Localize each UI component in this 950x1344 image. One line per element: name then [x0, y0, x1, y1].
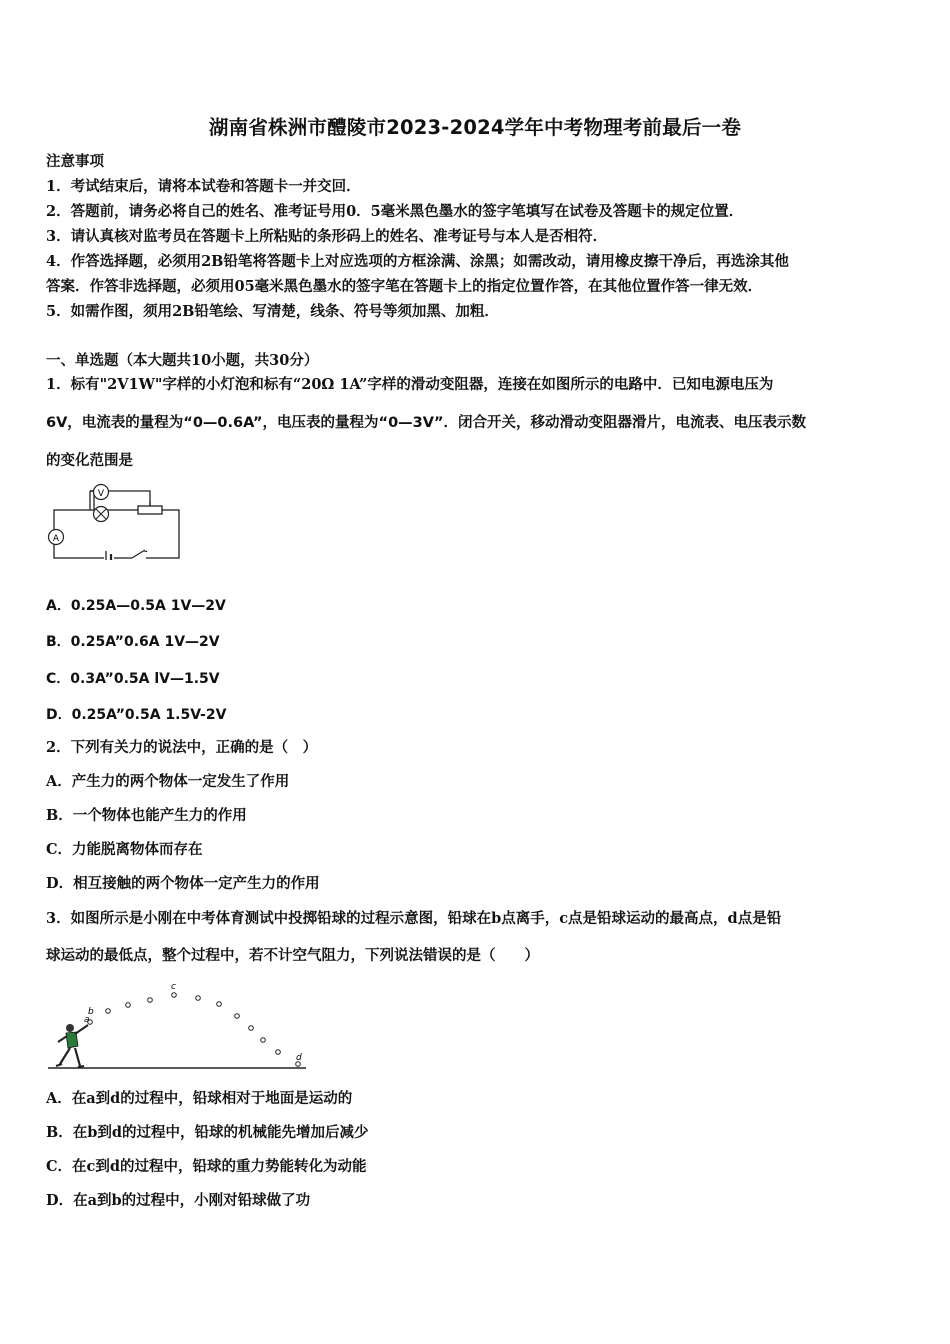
notice-item: 4．作答选择题，必须用2B铅笔将答题卡上对应选项的方框涂满、涂黑；如需改动，请用橡皮擦干净后，再选涂其他 [46, 253, 789, 270]
athlete-figure [56, 1024, 88, 1067]
question-3-option: C．在c到d的过程中，铅球的重力势能转化为动能 [46, 1158, 367, 1175]
question-1-option: D．0.25A”0.5A 1.5V-2V [46, 707, 227, 723]
question-1-stem: 1．标有"2V1W"字样的小灯泡和标有“20Ω 1A”字样的滑动变阻器，连接在如图所示的电路中．已知电源电压为 [46, 376, 774, 393]
question-2-option: B．一个物体也能产生力的作用 [46, 807, 247, 824]
label-b: b [88, 1007, 94, 1017]
circuit-diagram [44, 480, 184, 560]
question-2-option: A．产生力的两个物体一定发生了作用 [46, 773, 290, 790]
question-3-stem: 3．如图所示是小刚在中考体育测试中投掷铅球的过程示意图，铅球在b点离手，c点是铅球运动的最高点，d点是铅 [46, 910, 782, 927]
notice-item: 5．如需作图，须用2B铅笔绘、写清楚，线条、符号等须加黑、加粗． [46, 303, 499, 320]
label-a: a [84, 1015, 90, 1025]
ammeter-label: A [52, 534, 60, 544]
question-1-stem: 的变化范围是 [46, 452, 133, 469]
question-1-option: C．0.3A”0.5A lV—1.5V [46, 671, 220, 687]
voltmeter-label: V [97, 489, 105, 499]
notice-item: 3．请认真核对监考员在答题卡上所粘贴的条形码上的姓名、准考证号与本人是否相符． [46, 228, 608, 245]
notice-item: 答案．作答非选择题，必须用05毫米黑色墨水的签字笔在答题卡上的指定位置作答，在其他位置作答一律无效． [46, 278, 763, 295]
question-2-stem: 2．下列有关力的说法中，正确的是（ ） [46, 739, 318, 756]
rheostat-icon [138, 506, 162, 514]
question-3-option: D．在a到b的过程中，小刚对铅球做了功 [46, 1192, 311, 1209]
question-1-option: A．0.25A—0.5A 1V—2V [46, 598, 226, 614]
notice-heading: 注意事项 [46, 153, 104, 170]
question-3-option: B．在b到d的过程中，铅球的机械能先增加后减少 [46, 1124, 369, 1141]
question-1-option: B．0.25A”0.6A 1V—2V [46, 634, 220, 650]
question-3-option: A．在a到d的过程中，铅球相对于地面是运动的 [46, 1090, 353, 1107]
label-c: c [171, 982, 176, 992]
page-title: 湖南省株洲市醴陵市2023-2024学年中考物理考前最后一卷 [208, 116, 742, 139]
question-1-stem: 6V，电流表的量程为“0—0.6A”，电压表的量程为“0—3V”．闭合开关，移动滑动变阻器滑片，电流表、电压表示数 [46, 415, 806, 431]
section-heading: 一、单选题（本大题共10小题，共30分） [46, 352, 319, 369]
question-2-option: C．力能脱离物体而存在 [46, 841, 203, 858]
notice-item: 1．考试结束后，请将本试卷和答题卡一并交回． [46, 178, 361, 195]
notice-item: 2．答题前，请务必将自己的姓名、准考证号用0．5毫米黑色墨水的签字笔填写在试卷及答题卡的规定位置． [46, 203, 744, 220]
shot-put-diagram [44, 980, 314, 1072]
label-d: d [296, 1053, 302, 1063]
circuit-wire-loop [54, 510, 179, 558]
question-2-option: D．相互接触的两个物体一定产生力的作用 [46, 875, 320, 892]
question-3-stem: 球运动的最低点，整个过程中，若不计空气阻力，下列说法错误的是（ ） [46, 947, 539, 964]
